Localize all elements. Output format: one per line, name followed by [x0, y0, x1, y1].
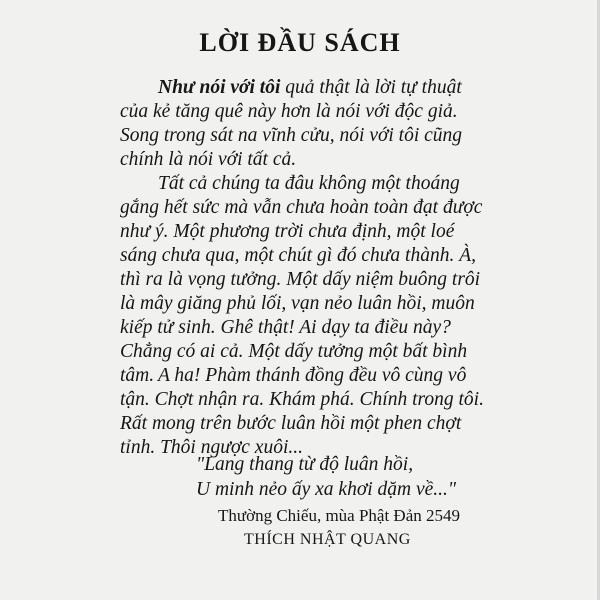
paragraph-1-line: của kẻ tăng quê này hơn là nói với độc giả.	[120, 101, 458, 122]
paragraph-1-line-1	[120, 76, 490, 100]
paragraph-1	[120, 76, 490, 172]
paragraph-1-line-1-rest: quả thật là lời tự thuật	[280, 77, 462, 98]
paragraph-2-line: là mây giăng phủ lối, vạn nẻo luân hồi, muôn	[120, 293, 475, 314]
paragraph-2-line: tâm.	[120, 365, 155, 386]
signature-place-date: Thường Chiếu, mùa Phật Đản 2549	[218, 506, 461, 525]
paragraph-2-line: Chẳng có ai cả. Một dấy tưởng một bất bình	[120, 341, 468, 362]
poem-quote	[196, 452, 456, 502]
paragraph-1-line: Song trong sát na vĩnh cửu, nói với tôi cũng	[120, 125, 463, 146]
paragraph-2	[120, 172, 490, 388]
paragraph-3-line: tỉnh. Thôi ngược xuôi...	[120, 437, 303, 458]
paragraph-3-line: tận. Chợt nhận ra. Khám phá. Chính trong tôi.	[120, 389, 484, 410]
quote-line: U minh nẻo ấy xa khơi dặm về..."	[196, 479, 457, 500]
paragraph-3-line: A ha! Phàm thánh đồng đều vô cùng vô	[158, 365, 467, 386]
quote-line: "Lang thang từ độ luân hồi,	[196, 454, 414, 475]
emphasized-phrase: Như nói với tôi	[158, 77, 281, 98]
paragraph-2-line: sáng chưa qua, một chút gì đó chưa thành. À,	[120, 245, 476, 266]
paragraph-2-line: thì ra là vọng tưởng. Một dấy niệm buông trôi	[120, 269, 481, 290]
paragraph-1-line: chính là nói với tất cả.	[120, 149, 297, 170]
paragraph-3	[120, 364, 490, 460]
paragraph-2-line: gắng hết sức mà vẫn chưa hoàn toàn đạt được	[120, 197, 483, 218]
paragraph-2-line: như ý. Một phương trời chưa định, một loé	[120, 221, 455, 242]
paragraph-3-line: Rất mong trên bước luân hồi một phen chợt	[120, 413, 462, 434]
paragraph-2-line: kiếp tử sinh. Ghê thật! Ai dạy ta điều này?	[120, 317, 451, 338]
signature-author: THÍCH NHẬT QUANG	[244, 531, 411, 548]
paragraph-2-line: Tất cả chúng ta đâu không một thoáng	[158, 173, 460, 194]
page-title: LỜI ĐẦU SÁCH	[199, 28, 401, 57]
